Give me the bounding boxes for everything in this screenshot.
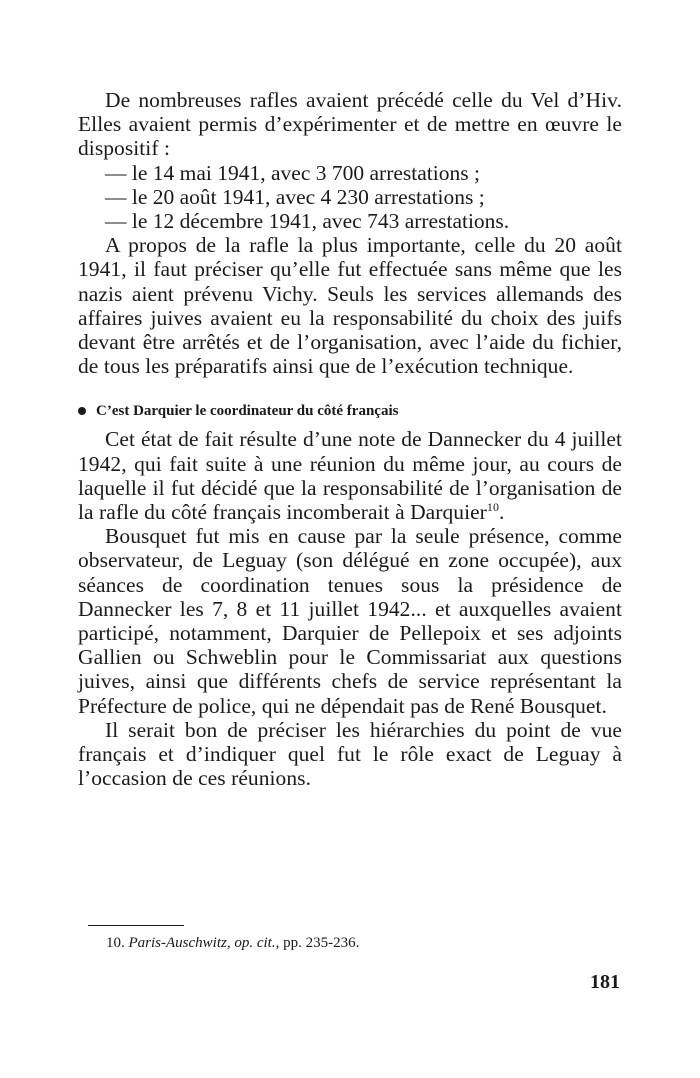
raids-list (78, 161, 622, 234)
paragraph-intro: De nombreuses rafles avaient précédé celle du Vel d’Hiv. Elles avaient permis d’expérimenter et de mettre en œuvre le dispositif : (78, 88, 622, 161)
page-body (78, 88, 622, 790)
paragraph-dannecker-text: Cet état de fait résulte d’une note de Dannecker du 4 juillet 1942, qui fait suite à une réunion du même jour, au cours de laquelle il fut décidé que la responsabilité de l’organisation de la rafle du côté français incomberait à Darquier (78, 427, 622, 525)
footnote-pages: pp. 235-236. (283, 935, 360, 951)
page-number: 181 (590, 971, 620, 993)
section-heading-text: C’est Darquier le coordinateur du côté français (96, 403, 399, 420)
footnote-divider (88, 925, 184, 926)
list-item: — le 20 août 1941, avec 4 230 arrestations ; (105, 184, 485, 209)
paragraph-raid-august: A propos de la rafle la plus importante, celle du 20 août 1941, il faut préciser qu’elle fut effectuée sans même que les nazis aient prévenu Vichy. Seuls les services allemands des affaires juives avaient eu la responsabilité du choix des juifs devant être arrêtés et de l’organisation, avec l’aide du fichier, de tous les préparatifs ainsi que de l’exécution technique. (78, 233, 622, 379)
footnote-reference: 10 (486, 499, 500, 514)
paragraph-bousquet: Bousquet fut mis en cause par la seule présence, comme observateur, de Leguay (son délégué en zone occupée), aux séances de coordination tenues sous la présidence de Dannecker les 7, 8 et 11 juillet 1942... et auxquelles avaient participé, notamment, Darquier de Pellepoix et ses adjoints Gallien ou Schweblin pour le Commissariat aux questions juives, ainsi que différents chefs de service représentant la Préfecture de police, qui ne dépendait pas de René Bousquet. (78, 524, 622, 718)
paragraph-dannecker-note (78, 427, 622, 524)
footnote-number: 10. (106, 935, 125, 951)
list-item: — le 12 décembre 1941, avec 743 arrestations. (105, 209, 510, 234)
list-item: — le 14 mai 1941, avec 3 700 arrestations ; (105, 160, 480, 185)
bullet-icon (78, 407, 86, 415)
footnote-source: Paris-Auschwitz, op. cit., (128, 935, 280, 951)
paragraph-hierarchies: Il serait bon de préciser les hiérarchies du point de vue français et d’indiquer quel fut le rôle exact de Leguay à l’occasion de ces réunions. (78, 717, 622, 791)
section-heading (78, 400, 622, 422)
footnote (106, 933, 359, 953)
paragraph-dannecker-end: . (499, 500, 505, 525)
